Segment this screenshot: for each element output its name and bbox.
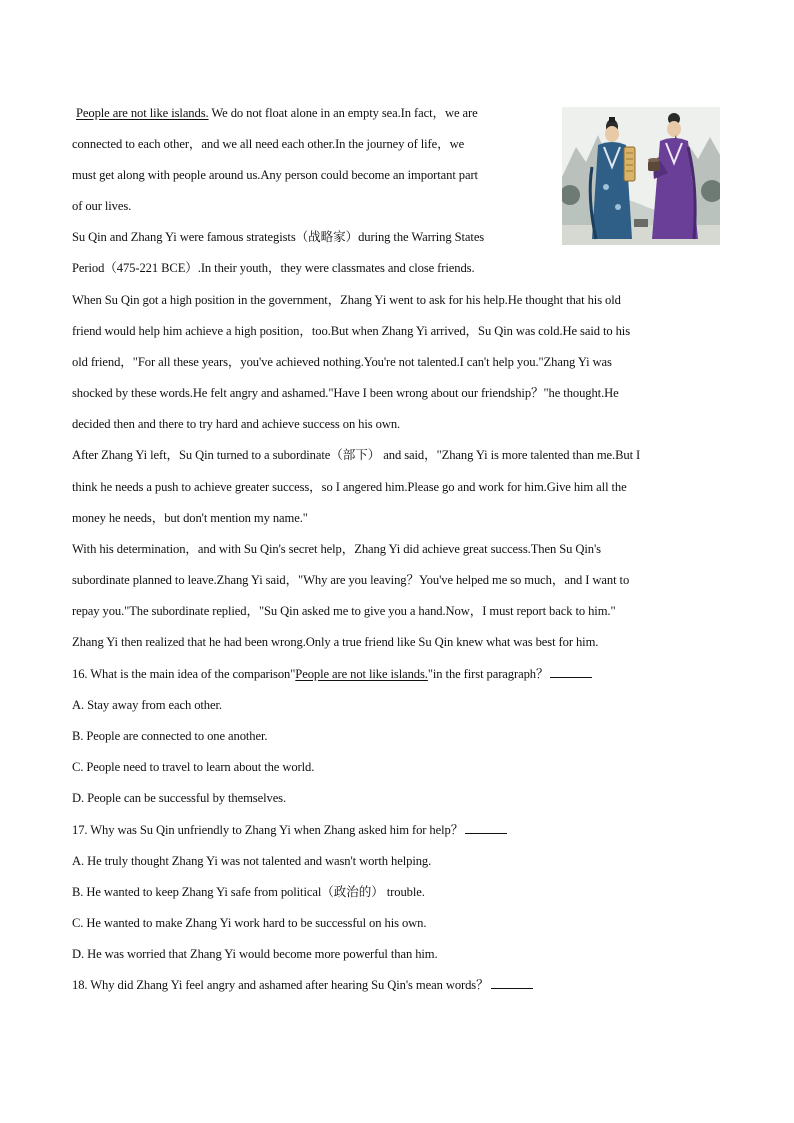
passage-line-14: money he needs，but don't mention my name." [72,511,308,525]
question-16-text: 16. What is the main idea of the comparison" [72,667,296,681]
question-17-stem [72,822,507,838]
underlined-phrase: People are not like islands. [76,106,209,120]
question-16-stem [72,666,592,682]
question-16-text-end: "in the first paragraph？ [427,667,549,681]
strategists-illustration-svg [562,107,720,245]
passage-line-12: After Zhang Yi left，Su Qin turned to a subordinate（部下） and said，"Zhang Yi is more talented than me.But I [72,448,641,462]
answer-blank-17[interactable] [465,822,507,834]
passage-line-15: With his determination，and with Su Qin's secret help，Zhang Yi did achieve great success.Then Su Qin's [72,542,601,556]
passage-line-13: think he needs a push to achieve greater success，so I angered him.Please go and work for him.Give him all the [72,480,627,494]
question-17-text: 17. Why was Su Qin unfriendly to Zhang Yi when Zhang asked him for help？ [72,823,464,837]
question-16-option-c: C. People need to travel to learn about the world. [72,760,315,774]
passage-line-7: When Su Qin got a high position in the government，Zhang Yi went to ask for his help.He thought that his old [72,293,621,307]
question-18-stem [72,977,533,993]
passage-line-11: decided then and there to try hard and achieve success on his own. [72,417,401,431]
question-17-option-a: A. He truly thought Zhang Yi was not talented and wasn't worth helping. [72,854,432,868]
question-16-option-b: B. People are connected to one another. [72,729,268,743]
passage-line-3: must get along with people around us.Any person could become an important part [72,168,478,182]
question-18-text: 18. Why did Zhang Yi feel angry and ashamed after hearing Su Qin's mean words？ [72,978,489,992]
question-16-option-a: A. Stay away from each other. [72,698,222,712]
passage-line-2: connected to each other，and we all need each other.In the journey of life，we [72,137,465,151]
question-17-option-d: D. He was worried that Zhang Yi would become more powerful than him. [72,947,438,961]
passage-line-1 [72,105,478,121]
question-16-option-d: D. People can be successful by themselves. [72,791,287,805]
question-17-option-c: C. He wanted to make Zhang Yi work hard to be successful on his own. [72,916,427,930]
answer-blank-16[interactable] [550,666,592,678]
passage-line-6: Period（475-221 BCE）.In their youth，they were classmates and close friends. [72,261,475,275]
question-17-option-b: B. He wanted to keep Zhang Yi safe from political（政治的） trouble. [72,885,425,899]
passage-line-17: repay you."The subordinate replied，"Su Qin asked me to give you a hand.Now，I must report back to him." [72,604,616,618]
underlined-phrase: People are not like islands. [295,667,428,681]
passage-line-10: shocked by these words.He felt angry and ashamed."Have I been wrong about our friendship？"he thought.He [72,386,619,400]
answer-blank-18[interactable] [491,977,533,989]
passage-line-5: Su Qin and Zhang Yi were famous strategists（战略家）during the Warring States [72,230,485,244]
passage-line-16: subordinate planned to leave.Zhang Yi said，"Why are you leaving？You've helped me so much，and I want to [72,573,630,587]
passage-text: We do not float alone in an empty sea.In fact，we are [208,106,478,120]
passage-line-8: friend would help him achieve a high position，too.But when Zhang Yi arrived，Su Qin was cold.He said to his [72,324,631,338]
strategists-illustration [562,107,720,245]
passage-line-9: old friend，"For all these years，you've achieved nothing.You're not talented.I can't help you."Zhang Yi was [72,355,612,369]
passage-line-18: Zhang Yi then realized that he had been wrong.Only a true friend like Su Qin knew what was best for him. [72,635,599,649]
passage-line-4: of our lives. [72,199,132,213]
